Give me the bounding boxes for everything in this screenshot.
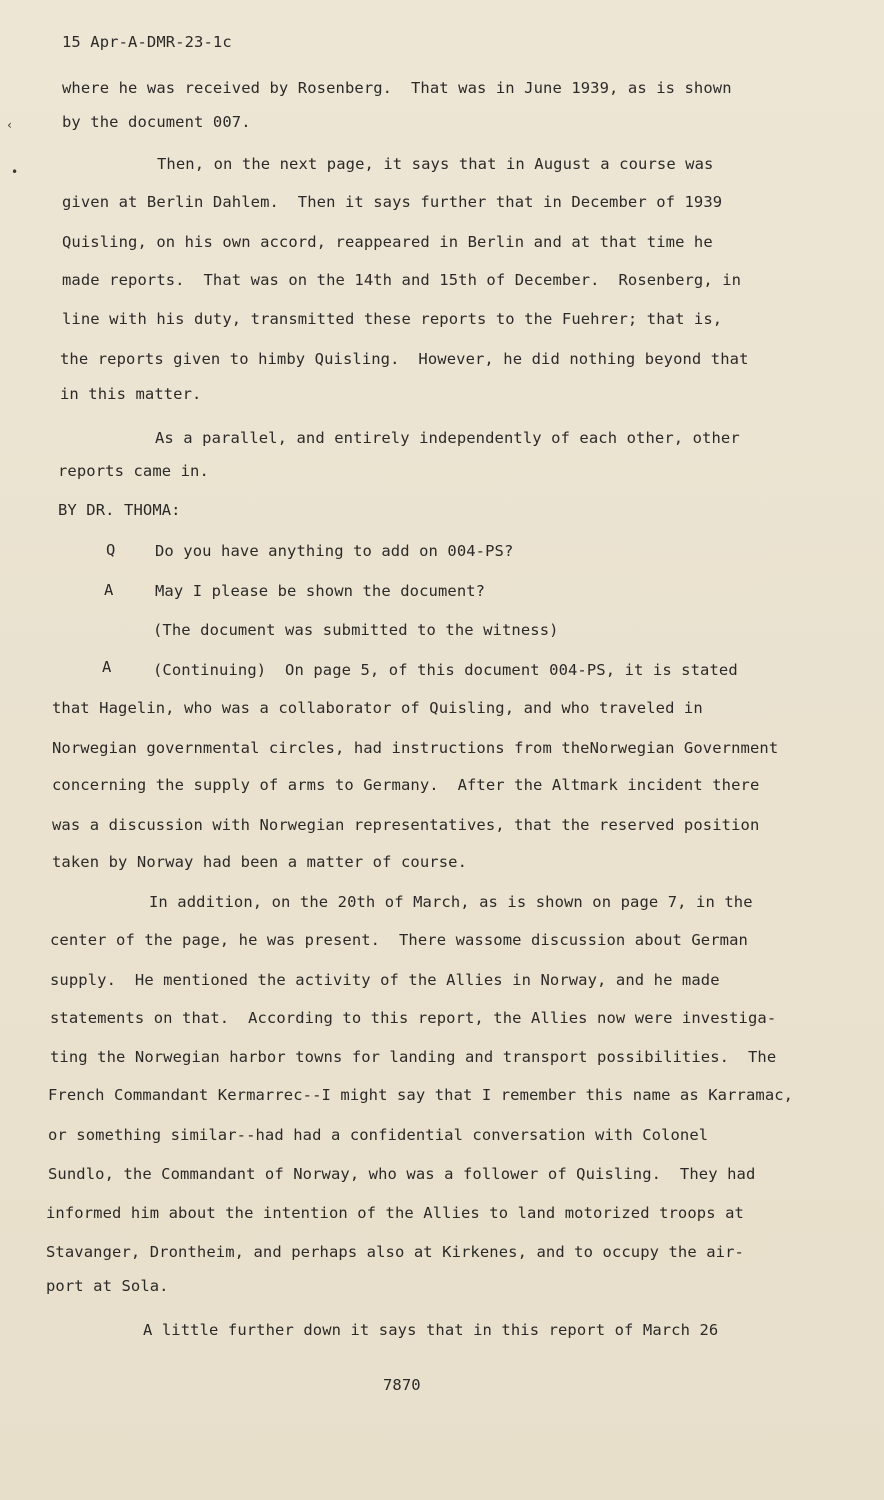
answer-text: (Continuing) On page 5, of this document 004-PS, it is stated <box>153 661 738 679</box>
text-line: reports came in. <box>58 462 209 480</box>
text-line: port at Sola. <box>46 1277 169 1295</box>
page-number: 7870 <box>383 1376 421 1394</box>
stage-direction: (The document was submitted to the witness) <box>153 621 559 639</box>
question-marker: Q <box>106 541 116 559</box>
text-line: concerning the supply of arms to Germany. After the Altmark incident there <box>52 776 760 794</box>
text-line: taken by Norway had been a matter of course. <box>52 853 467 871</box>
text-line: in this matter. <box>60 385 202 403</box>
text-line: French Commandant Kermarrec--I might say that I remember this name as Karramac, <box>48 1086 794 1104</box>
question-text: Do you have anything to add on 004-PS? <box>155 542 514 560</box>
text-line: Norwegian governmental circles, had instructions from theNorwegian Government <box>52 739 779 757</box>
text-line: ting the Norwegian harbor towns for landing and transport possibilities. The <box>50 1048 777 1066</box>
text-line: statements on that. According to this report, the Allies now were investiga- <box>50 1009 777 1027</box>
text-line: Sundlo, the Commandant of Norway, who was a follower of Quisling. They had <box>48 1165 756 1183</box>
answer-text: May I please be shown the document? <box>155 582 486 600</box>
text-line: Then, on the next page, it says that in August a course was <box>157 155 714 173</box>
text-line: made reports. That was on the 14th and 15th of December. Rosenberg, in <box>62 271 742 289</box>
page-header: 15 Apr-A-DMR-23-1c <box>62 33 232 51</box>
text-line: the reports given to himby Quisling. However, he did nothing beyond that <box>60 350 749 368</box>
text-line: informed him about the intention of the Allies to land motorized troops at <box>46 1204 744 1222</box>
answer-marker: A <box>104 581 114 599</box>
text-line: A little further down it says that in this report of March 26 <box>143 1321 719 1339</box>
text-line: given at Berlin Dahlem. Then it says further that in December of 1939 <box>62 193 723 211</box>
text-line: center of the page, he was present. There wassome discussion about German <box>50 931 748 949</box>
text-line: supply. He mentioned the activity of the Allies in Norway, and he made <box>50 971 720 989</box>
text-line: was a discussion with Norwegian representatives, that the reserved position <box>52 816 760 834</box>
text-line: As a parallel, and entirely independently of each other, other <box>155 429 740 447</box>
text-line: by the document 007. <box>62 113 251 131</box>
text-line: that Hagelin, who was a collaborator of Quisling, and who traveled in <box>52 699 703 717</box>
examiner-heading: BY DR. THOMA: <box>58 501 181 519</box>
margin-mark: ‹ <box>6 118 14 132</box>
text-line: Quisling, on his own accord, reappeared in Berlin and at that time he <box>62 233 713 251</box>
text-line: Stavanger, Drontheim, and perhaps also at Kirkenes, and to occupy the air- <box>46 1243 744 1261</box>
text-line: or something similar--had had a confidential conversation with Colonel <box>48 1126 709 1144</box>
text-line: line with his duty, transmitted these reports to the Fuehrer; that is, <box>62 310 723 328</box>
text-line: where he was received by Rosenberg. That was in June 1939, as is shown <box>62 79 732 97</box>
text-line: In addition, on the 20th of March, as is shown on page 7, in the <box>149 893 753 911</box>
margin-mark: • <box>11 165 19 179</box>
answer-marker: A <box>102 658 112 676</box>
